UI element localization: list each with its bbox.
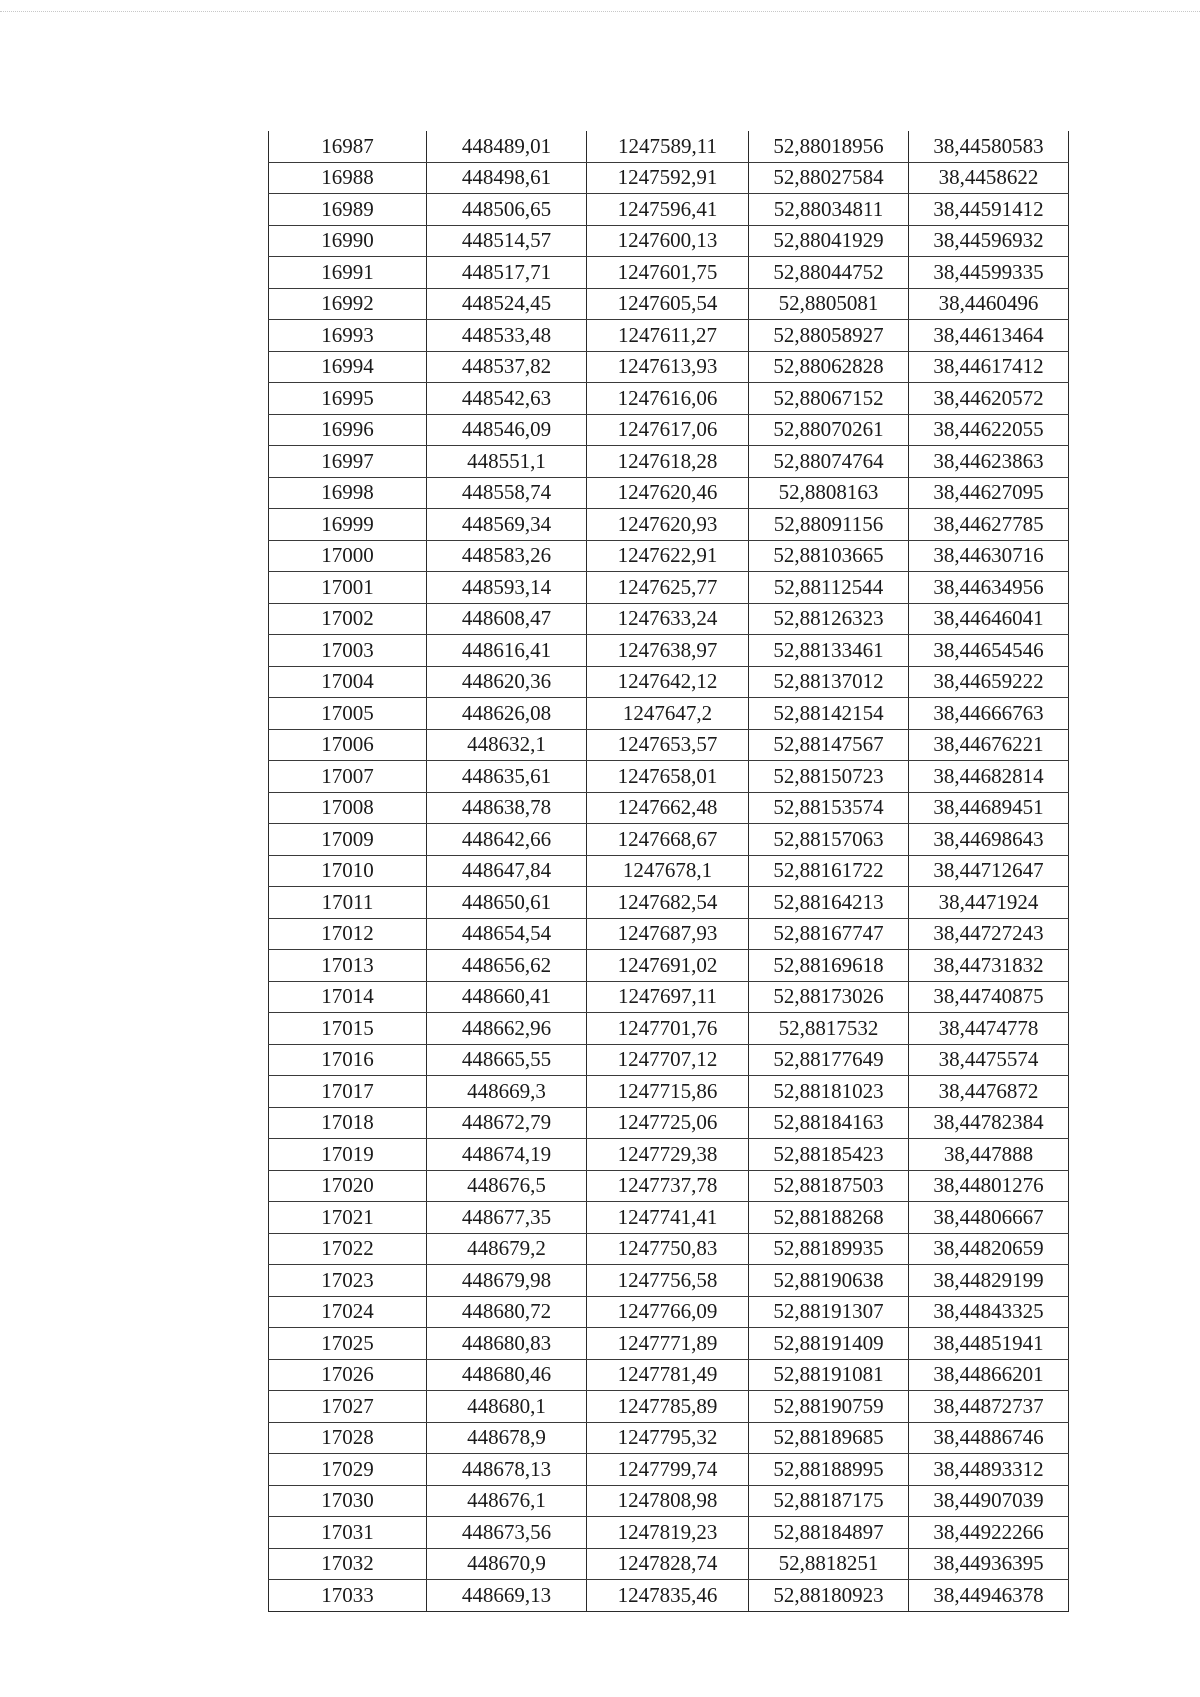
x-coordinate-cell: 448489,01 [427, 131, 587, 162]
latitude-cell: 52,88187503 [749, 1170, 909, 1202]
latitude-cell: 52,88185423 [749, 1139, 909, 1171]
longitude-cell: 38,44623863 [909, 446, 1069, 478]
table-row [269, 446, 1069, 478]
point-number-cell: 17030 [269, 1485, 427, 1517]
x-coordinate-cell: 448642,66 [427, 824, 587, 856]
longitude-cell: 38,44851941 [909, 1328, 1069, 1360]
latitude-cell: 52,88191307 [749, 1296, 909, 1328]
point-number-cell: 16993 [269, 320, 427, 352]
longitude-cell: 38,44698643 [909, 824, 1069, 856]
x-coordinate-cell: 448680,72 [427, 1296, 587, 1328]
x-coordinate-cell: 448558,74 [427, 477, 587, 509]
x-coordinate-cell: 448660,41 [427, 981, 587, 1013]
latitude-cell: 52,88018956 [749, 131, 909, 162]
point-number-cell: 17032 [269, 1548, 427, 1580]
y-coordinate-cell: 1247697,11 [587, 981, 749, 1013]
y-coordinate-cell: 1247799,74 [587, 1454, 749, 1486]
table-row [269, 1076, 1069, 1108]
longitude-cell: 38,44886746 [909, 1422, 1069, 1454]
x-coordinate-cell: 448676,5 [427, 1170, 587, 1202]
x-coordinate-cell: 448678,13 [427, 1454, 587, 1486]
x-coordinate-cell: 448672,79 [427, 1107, 587, 1139]
table-row [269, 1422, 1069, 1454]
table-row [269, 383, 1069, 415]
latitude-cell: 52,88044752 [749, 257, 909, 289]
y-coordinate-cell: 1247601,75 [587, 257, 749, 289]
latitude-cell: 52,88181023 [749, 1076, 909, 1108]
x-coordinate-cell: 448626,08 [427, 698, 587, 730]
point-number-cell: 17029 [269, 1454, 427, 1486]
latitude-cell: 52,8818251 [749, 1548, 909, 1580]
table-row [269, 1170, 1069, 1202]
longitude-cell: 38,4460496 [909, 288, 1069, 320]
longitude-cell: 38,44936395 [909, 1548, 1069, 1580]
longitude-cell: 38,44627095 [909, 477, 1069, 509]
longitude-cell: 38,44676221 [909, 729, 1069, 761]
y-coordinate-cell: 1247618,28 [587, 446, 749, 478]
point-number-cell: 17006 [269, 729, 427, 761]
point-number-cell: 17011 [269, 887, 427, 919]
longitude-cell: 38,44659222 [909, 666, 1069, 698]
x-coordinate-cell: 448680,46 [427, 1359, 587, 1391]
latitude-cell: 52,88103665 [749, 540, 909, 572]
y-coordinate-cell: 1247647,2 [587, 698, 749, 730]
y-coordinate-cell: 1247682,54 [587, 887, 749, 919]
point-number-cell: 17001 [269, 572, 427, 604]
y-coordinate-cell: 1247701,76 [587, 1013, 749, 1045]
longitude-cell: 38,44712647 [909, 855, 1069, 887]
latitude-cell: 52,88188995 [749, 1454, 909, 1486]
longitude-cell: 38,44946378 [909, 1580, 1069, 1612]
point-number-cell: 16991 [269, 257, 427, 289]
latitude-cell: 52,88180923 [749, 1580, 909, 1612]
x-coordinate-cell: 448674,19 [427, 1139, 587, 1171]
point-number-cell: 16992 [269, 288, 427, 320]
longitude-cell: 38,44820659 [909, 1233, 1069, 1265]
scan-edge-line [0, 11, 1200, 12]
table-row [269, 918, 1069, 950]
y-coordinate-cell: 1247662,48 [587, 792, 749, 824]
point-number-cell: 17010 [269, 855, 427, 887]
longitude-cell: 38,44627785 [909, 509, 1069, 541]
point-number-cell: 17015 [269, 1013, 427, 1045]
latitude-cell: 52,88191081 [749, 1359, 909, 1391]
latitude-cell: 52,88188268 [749, 1202, 909, 1234]
point-number-cell: 16998 [269, 477, 427, 509]
coordinates-table-body [269, 131, 1069, 1611]
latitude-cell: 52,88058927 [749, 320, 909, 352]
table-row [269, 1044, 1069, 1076]
y-coordinate-cell: 1247596,41 [587, 194, 749, 226]
y-coordinate-cell: 1247668,67 [587, 824, 749, 856]
table-row [269, 257, 1069, 289]
y-coordinate-cell: 1247638,97 [587, 635, 749, 667]
latitude-cell: 52,8805081 [749, 288, 909, 320]
table-row [269, 225, 1069, 257]
longitude-cell: 38,44622055 [909, 414, 1069, 446]
table-row [269, 1485, 1069, 1517]
latitude-cell: 52,88191409 [749, 1328, 909, 1360]
y-coordinate-cell: 1247625,77 [587, 572, 749, 604]
table-row [269, 351, 1069, 383]
longitude-cell: 38,44682814 [909, 761, 1069, 793]
longitude-cell: 38,44634956 [909, 572, 1069, 604]
y-coordinate-cell: 1247725,06 [587, 1107, 749, 1139]
point-number-cell: 17004 [269, 666, 427, 698]
point-number-cell: 16989 [269, 194, 427, 226]
longitude-cell: 38,44620572 [909, 383, 1069, 415]
longitude-cell: 38,44843325 [909, 1296, 1069, 1328]
point-number-cell: 17008 [269, 792, 427, 824]
point-number-cell: 17019 [269, 1139, 427, 1171]
latitude-cell: 52,88062828 [749, 351, 909, 383]
y-coordinate-cell: 1247808,98 [587, 1485, 749, 1517]
table-row [269, 635, 1069, 667]
longitude-cell: 38,44806667 [909, 1202, 1069, 1234]
table-row [269, 194, 1069, 226]
longitude-cell: 38,4458622 [909, 162, 1069, 194]
x-coordinate-cell: 448583,26 [427, 540, 587, 572]
point-number-cell: 16997 [269, 446, 427, 478]
y-coordinate-cell: 1247687,93 [587, 918, 749, 950]
table-row [269, 950, 1069, 982]
y-coordinate-cell: 1247771,89 [587, 1328, 749, 1360]
table-row [269, 477, 1069, 509]
y-coordinate-cell: 1247729,38 [587, 1139, 749, 1171]
x-coordinate-cell: 448551,1 [427, 446, 587, 478]
longitude-cell: 38,44893312 [909, 1454, 1069, 1486]
point-number-cell: 17007 [269, 761, 427, 793]
latitude-cell: 52,88177649 [749, 1044, 909, 1076]
longitude-cell: 38,44727243 [909, 918, 1069, 950]
table-row [269, 1202, 1069, 1234]
latitude-cell: 52,88133461 [749, 635, 909, 667]
table-row [269, 603, 1069, 635]
x-coordinate-cell: 448632,1 [427, 729, 587, 761]
point-number-cell: 17022 [269, 1233, 427, 1265]
latitude-cell: 52,8808163 [749, 477, 909, 509]
y-coordinate-cell: 1247756,58 [587, 1265, 749, 1297]
latitude-cell: 52,88190759 [749, 1391, 909, 1423]
point-number-cell: 17027 [269, 1391, 427, 1423]
x-coordinate-cell: 448635,61 [427, 761, 587, 793]
x-coordinate-cell: 448650,61 [427, 887, 587, 919]
point-number-cell: 16994 [269, 351, 427, 383]
longitude-cell: 38,44907039 [909, 1485, 1069, 1517]
latitude-cell: 52,88142154 [749, 698, 909, 730]
latitude-cell: 52,88074764 [749, 446, 909, 478]
table-row [269, 162, 1069, 194]
latitude-cell: 52,88184163 [749, 1107, 909, 1139]
latitude-cell: 52,88189685 [749, 1422, 909, 1454]
longitude-cell: 38,44801276 [909, 1170, 1069, 1202]
x-coordinate-cell: 448517,71 [427, 257, 587, 289]
x-coordinate-cell: 448498,61 [427, 162, 587, 194]
table-row [269, 1391, 1069, 1423]
x-coordinate-cell: 448616,41 [427, 635, 587, 667]
x-coordinate-cell: 448608,47 [427, 603, 587, 635]
x-coordinate-cell: 448676,1 [427, 1485, 587, 1517]
y-coordinate-cell: 1247620,93 [587, 509, 749, 541]
table-row [269, 288, 1069, 320]
table-row [269, 1517, 1069, 1549]
y-coordinate-cell: 1247750,83 [587, 1233, 749, 1265]
x-coordinate-cell: 448677,35 [427, 1202, 587, 1234]
x-coordinate-cell: 448670,9 [427, 1548, 587, 1580]
point-number-cell: 17021 [269, 1202, 427, 1234]
point-number-cell: 17016 [269, 1044, 427, 1076]
latitude-cell: 52,88027584 [749, 162, 909, 194]
latitude-cell: 52,88190638 [749, 1265, 909, 1297]
x-coordinate-cell: 448506,65 [427, 194, 587, 226]
y-coordinate-cell: 1247828,74 [587, 1548, 749, 1580]
x-coordinate-cell: 448647,84 [427, 855, 587, 887]
longitude-cell: 38,44872737 [909, 1391, 1069, 1423]
y-coordinate-cell: 1247715,86 [587, 1076, 749, 1108]
longitude-cell: 38,44731832 [909, 950, 1069, 982]
latitude-cell: 52,88137012 [749, 666, 909, 698]
table-row [269, 729, 1069, 761]
longitude-cell: 38,44613464 [909, 320, 1069, 352]
y-coordinate-cell: 1247620,46 [587, 477, 749, 509]
x-coordinate-cell: 448514,57 [427, 225, 587, 257]
latitude-cell: 52,88164213 [749, 887, 909, 919]
latitude-cell: 52,88173026 [749, 981, 909, 1013]
latitude-cell: 52,88034811 [749, 194, 909, 226]
table-row [269, 540, 1069, 572]
latitude-cell: 52,88150723 [749, 761, 909, 793]
x-coordinate-cell: 448654,54 [427, 918, 587, 950]
point-number-cell: 17009 [269, 824, 427, 856]
table-row [269, 887, 1069, 919]
longitude-cell: 38,44689451 [909, 792, 1069, 824]
point-number-cell: 16995 [269, 383, 427, 415]
latitude-cell: 52,88041929 [749, 225, 909, 257]
x-coordinate-cell: 448524,45 [427, 288, 587, 320]
table-row [269, 1107, 1069, 1139]
point-number-cell: 17024 [269, 1296, 427, 1328]
table-row [269, 509, 1069, 541]
point-number-cell: 17033 [269, 1580, 427, 1612]
point-number-cell: 17017 [269, 1076, 427, 1108]
point-number-cell: 16999 [269, 509, 427, 541]
point-number-cell: 17013 [269, 950, 427, 982]
y-coordinate-cell: 1247592,91 [587, 162, 749, 194]
point-number-cell: 16988 [269, 162, 427, 194]
point-number-cell: 16996 [269, 414, 427, 446]
x-coordinate-cell: 448679,98 [427, 1265, 587, 1297]
latitude-cell: 52,88091156 [749, 509, 909, 541]
y-coordinate-cell: 1247642,12 [587, 666, 749, 698]
table-row [269, 1328, 1069, 1360]
table-row [269, 131, 1069, 162]
latitude-cell: 52,88147567 [749, 729, 909, 761]
point-number-cell: 17002 [269, 603, 427, 635]
y-coordinate-cell: 1247819,23 [587, 1517, 749, 1549]
point-number-cell: 17000 [269, 540, 427, 572]
y-coordinate-cell: 1247707,12 [587, 1044, 749, 1076]
y-coordinate-cell: 1247678,1 [587, 855, 749, 887]
x-coordinate-cell: 448656,62 [427, 950, 587, 982]
point-number-cell: 17020 [269, 1170, 427, 1202]
x-coordinate-cell: 448669,3 [427, 1076, 587, 1108]
y-coordinate-cell: 1247633,24 [587, 603, 749, 635]
longitude-cell: 38,4476872 [909, 1076, 1069, 1108]
table-row [269, 698, 1069, 730]
longitude-cell: 38,44782384 [909, 1107, 1069, 1139]
y-coordinate-cell: 1247741,41 [587, 1202, 749, 1234]
x-coordinate-cell: 448680,1 [427, 1391, 587, 1423]
longitude-cell: 38,44866201 [909, 1359, 1069, 1391]
longitude-cell: 38,44596932 [909, 225, 1069, 257]
latitude-cell: 52,88153574 [749, 792, 909, 824]
x-coordinate-cell: 448662,96 [427, 1013, 587, 1045]
table-row [269, 855, 1069, 887]
x-coordinate-cell: 448665,55 [427, 1044, 587, 1076]
table-row [269, 761, 1069, 793]
longitude-cell: 38,447888 [909, 1139, 1069, 1171]
latitude-cell: 52,88112544 [749, 572, 909, 604]
longitude-cell: 38,44617412 [909, 351, 1069, 383]
latitude-cell: 52,88167747 [749, 918, 909, 950]
latitude-cell: 52,88184897 [749, 1517, 909, 1549]
longitude-cell: 38,44740875 [909, 981, 1069, 1013]
x-coordinate-cell: 448533,48 [427, 320, 587, 352]
table-row [269, 666, 1069, 698]
longitude-cell: 38,44829199 [909, 1265, 1069, 1297]
table-row [269, 1296, 1069, 1328]
y-coordinate-cell: 1247617,06 [587, 414, 749, 446]
latitude-cell: 52,88126323 [749, 603, 909, 635]
x-coordinate-cell: 448569,34 [427, 509, 587, 541]
longitude-cell: 38,44646041 [909, 603, 1069, 635]
table-row [269, 414, 1069, 446]
longitude-cell: 38,44591412 [909, 194, 1069, 226]
table-row [269, 572, 1069, 604]
point-number-cell: 17005 [269, 698, 427, 730]
x-coordinate-cell: 448546,09 [427, 414, 587, 446]
point-number-cell: 17028 [269, 1422, 427, 1454]
y-coordinate-cell: 1247781,49 [587, 1359, 749, 1391]
y-coordinate-cell: 1247785,89 [587, 1391, 749, 1423]
x-coordinate-cell: 448678,9 [427, 1422, 587, 1454]
x-coordinate-cell: 448680,83 [427, 1328, 587, 1360]
point-number-cell: 17012 [269, 918, 427, 950]
table-row [269, 1233, 1069, 1265]
y-coordinate-cell: 1247835,46 [587, 1580, 749, 1612]
x-coordinate-cell: 448620,36 [427, 666, 587, 698]
point-number-cell: 16990 [269, 225, 427, 257]
latitude-cell: 52,8817532 [749, 1013, 909, 1045]
table-row [269, 1139, 1069, 1171]
y-coordinate-cell: 1247589,11 [587, 131, 749, 162]
table-row [269, 1359, 1069, 1391]
longitude-cell: 38,44630716 [909, 540, 1069, 572]
table-row [269, 824, 1069, 856]
latitude-cell: 52,88067152 [749, 383, 909, 415]
y-coordinate-cell: 1247605,54 [587, 288, 749, 320]
x-coordinate-cell: 448673,56 [427, 1517, 587, 1549]
longitude-cell: 38,44599335 [909, 257, 1069, 289]
table-row [269, 981, 1069, 1013]
point-number-cell: 17023 [269, 1265, 427, 1297]
y-coordinate-cell: 1247658,01 [587, 761, 749, 793]
y-coordinate-cell: 1247622,91 [587, 540, 749, 572]
y-coordinate-cell: 1247611,27 [587, 320, 749, 352]
point-number-cell: 17031 [269, 1517, 427, 1549]
latitude-cell: 52,88169618 [749, 950, 909, 982]
latitude-cell: 52,88189935 [749, 1233, 909, 1265]
y-coordinate-cell: 1247795,32 [587, 1422, 749, 1454]
longitude-cell: 38,4474778 [909, 1013, 1069, 1045]
table-row [269, 1548, 1069, 1580]
longitude-cell: 38,44580583 [909, 131, 1069, 162]
point-number-cell: 16987 [269, 131, 427, 162]
x-coordinate-cell: 448537,82 [427, 351, 587, 383]
table-row [269, 320, 1069, 352]
y-coordinate-cell: 1247766,09 [587, 1296, 749, 1328]
y-coordinate-cell: 1247600,13 [587, 225, 749, 257]
x-coordinate-cell: 448638,78 [427, 792, 587, 824]
latitude-cell: 52,88187175 [749, 1485, 909, 1517]
y-coordinate-cell: 1247691,02 [587, 950, 749, 982]
point-number-cell: 17003 [269, 635, 427, 667]
point-number-cell: 17018 [269, 1107, 427, 1139]
point-number-cell: 17025 [269, 1328, 427, 1360]
table-row [269, 1013, 1069, 1045]
table-row [269, 792, 1069, 824]
longitude-cell: 38,44666763 [909, 698, 1069, 730]
y-coordinate-cell: 1247613,93 [587, 351, 749, 383]
latitude-cell: 52,88070261 [749, 414, 909, 446]
y-coordinate-cell: 1247653,57 [587, 729, 749, 761]
x-coordinate-cell: 448679,2 [427, 1233, 587, 1265]
latitude-cell: 52,88157063 [749, 824, 909, 856]
point-number-cell: 17014 [269, 981, 427, 1013]
table-row [269, 1580, 1069, 1612]
longitude-cell: 38,44654546 [909, 635, 1069, 667]
x-coordinate-cell: 448593,14 [427, 572, 587, 604]
x-coordinate-cell: 448542,63 [427, 383, 587, 415]
longitude-cell: 38,4471924 [909, 887, 1069, 919]
longitude-cell: 38,44922266 [909, 1517, 1069, 1549]
y-coordinate-cell: 1247616,06 [587, 383, 749, 415]
y-coordinate-cell: 1247737,78 [587, 1170, 749, 1202]
x-coordinate-cell: 448669,13 [427, 1580, 587, 1612]
table-row [269, 1265, 1069, 1297]
longitude-cell: 38,4475574 [909, 1044, 1069, 1076]
table-row [269, 1454, 1069, 1486]
point-number-cell: 17026 [269, 1359, 427, 1391]
latitude-cell: 52,88161722 [749, 855, 909, 887]
coordinates-table [268, 131, 1069, 1612]
